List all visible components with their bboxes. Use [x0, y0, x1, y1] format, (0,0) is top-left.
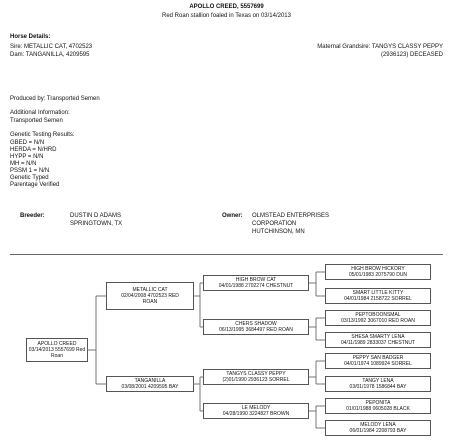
maternal-grandsire-detail: (2936123) DECEASED: [380, 52, 443, 58]
breeder-label: Breeder:: [20, 213, 45, 219]
pedigree-ancestor: [325, 288, 431, 304]
pedigree-horse-name: MELODY LENA: [360, 422, 396, 428]
pedigree-subject: [26, 338, 88, 362]
pedigree-horse-info: 04/01/1984 2158722 SORREL: [344, 296, 412, 302]
genetic-result: Parentage Verified: [10, 182, 60, 188]
pedigree-horse-info: 06/01/1984 2208793 BAY: [349, 428, 407, 434]
pedigree-dam-sire: [203, 369, 309, 385]
pedigree-horse-name: TANGYS CLASSY PEPPY: [226, 371, 286, 377]
pedigree-horse-name: APOLLO CREED: [37, 341, 77, 347]
pedigree-horse-info: 02/04/2008 4702523 RED: [121, 293, 179, 299]
pedigree-horse-name: SMART LITTLE KITTY: [352, 290, 404, 296]
genetic-result: HERDA = N/HRD: [10, 147, 57, 153]
pedigree-horse-info: 04/28/1990 3224827 BROWN: [222, 411, 290, 417]
pedigree-horse-name: HIGH BROW CAT: [235, 277, 277, 283]
additional-info-label: Additional Information:: [10, 110, 70, 116]
pedigree-horse-info: 03/14/2013 5557699 Red: [28, 347, 86, 353]
pedigree-sire-sire: [203, 275, 309, 291]
owner-label: Owner:: [222, 213, 243, 219]
pedigree-ancestor: [325, 264, 431, 280]
pedigree-horse-color: ROAN: [142, 299, 158, 305]
pedigree-horse-name: TANGY LENA: [362, 378, 394, 384]
pedigree-dam-dam: [203, 403, 309, 419]
genetic-result: PSSM 1 = N/N: [10, 168, 50, 174]
pedigree-horse-info: 04/01/1974 1089924 SORREL: [344, 361, 412, 367]
pedigree-horse-name: PEPONITA: [365, 400, 391, 406]
pedigree-ancestor: [325, 332, 431, 348]
pedigree-horse-name: TANGANILLA: [134, 378, 166, 384]
page-title: APOLLO CREED, 5557699: [189, 4, 264, 10]
pedigree-ancestor: [325, 310, 431, 326]
pedigree-horse-color: Roan: [51, 353, 63, 359]
genetic-result: MH = N/N: [10, 161, 37, 167]
pedigree-horse-name: HIGH BROW HICKORY: [351, 266, 405, 272]
pedigree-horse-info: 04/01/1988 2702274 CHESTNUT: [218, 283, 294, 289]
produced-by: Produced by: Transported Semen: [10, 96, 100, 102]
pedigree-horse-name: LE MELODY: [241, 405, 271, 411]
pedigree-horse-name: CHERS SHADOW: [235, 321, 277, 327]
genetic-result: HYPP = N/N: [10, 154, 44, 160]
genetic-result: GBED = N/N: [10, 140, 45, 146]
pedigree-horse-info: 03/08/2001 4209595 BAY: [121, 384, 179, 390]
sire-line: Sire: METALLIC CAT, 4702523: [10, 44, 93, 50]
horse-details-heading: Horse Details:: [10, 34, 51, 40]
pedigree-horse-info: 06/13/1995 3684497 RED ROAN: [219, 327, 293, 333]
genetic-result: Genetic Typed: [10, 175, 49, 181]
pedigree-horse-name: SHESA SMARTY LENA: [351, 334, 405, 340]
pedigree-ancestor: [325, 420, 431, 436]
pedigree-horse-info: 03/01/1978 1586844 BAY: [349, 384, 407, 390]
pedigree-ancestor: [325, 353, 431, 369]
page-subtitle: Red Roan stallion foaled in Texas on 03/14/2013: [162, 13, 291, 19]
pedigree-dam: [106, 376, 194, 392]
pedigree-ancestor: [325, 398, 431, 414]
pedigree-horse-info: 01/01/1988 0605028 BLACK: [346, 406, 410, 412]
pedigree-horse-info: 05/01/1983 2075790 DUN: [348, 272, 408, 278]
owner-name: OLMSTEAD ENTERPRISES: [252, 213, 330, 219]
pedigree-horse-name: PEPTOBOONSMAL: [355, 312, 401, 318]
breeder-name: DUSTIN D ADAMS: [70, 213, 122, 219]
pedigree-sire-dam: [203, 319, 309, 335]
additional-info-value: Transported Semen: [10, 118, 63, 124]
pedigree-horse-info: 04/11/1989 2833037 CHESTNUT: [340, 340, 416, 346]
dam-line: Dam: TANGANILLA, 4209595: [10, 52, 90, 58]
breeder-location: SPRINGTOWN, TX: [70, 221, 123, 227]
genetic-heading: Genetic Testing Results:: [10, 132, 75, 138]
pedigree-horse-name: PEPPY SAN BADGER: [352, 355, 404, 361]
pedigree-horse-info: 03/13/1992 3067010 RED ROAN: [341, 318, 415, 324]
maternal-grandsire-line: Maternal Grandsire: TANGYS CLASSY PEPPY: [317, 44, 443, 50]
pedigree-ancestor: [325, 376, 431, 392]
pedigree-horse-name: METALLIC CAT: [132, 287, 168, 293]
pedigree-horse-info: (2)01/1990 2936123 SORREL: [222, 377, 290, 383]
owner-name-2: CORPORATION: [252, 221, 297, 227]
pedigree-sire: [106, 282, 194, 310]
owner-location: HUTCHINSON, MN: [252, 229, 305, 235]
